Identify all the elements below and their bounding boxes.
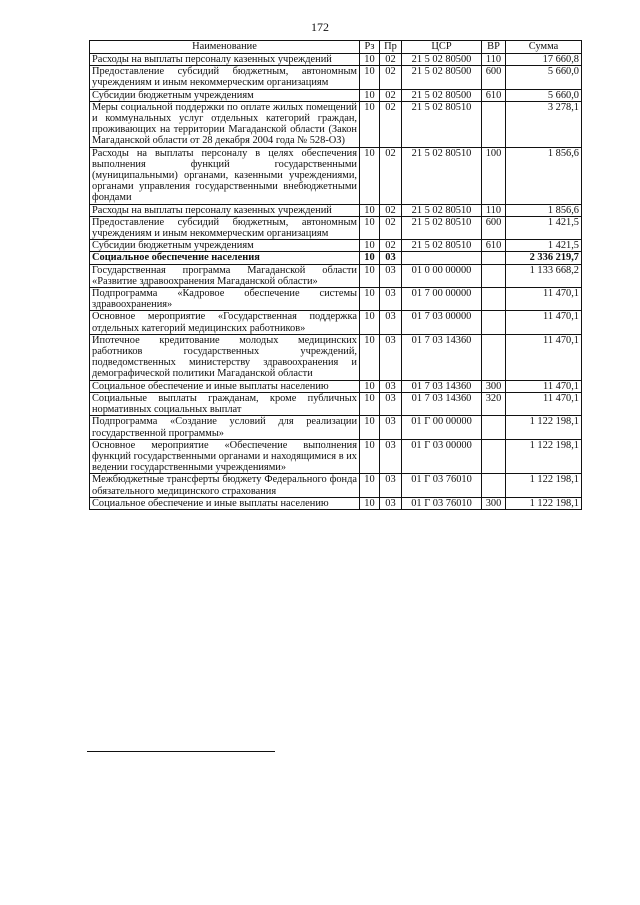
row-name: Государственная программа Магаданской области «Развитие здравоохранения Магаданской области» xyxy=(90,264,360,287)
row-rz: 10 xyxy=(360,288,380,311)
row-pr: 02 xyxy=(380,54,402,66)
row-sum: 11 470,1 xyxy=(506,380,582,392)
row-pr: 03 xyxy=(380,392,402,415)
table-row xyxy=(90,66,582,89)
header-rz: Рз xyxy=(360,41,380,54)
row-rz: 10 xyxy=(360,252,380,264)
row-csr: 21 5 02 80510 xyxy=(402,204,482,216)
row-rz: 10 xyxy=(360,392,380,415)
row-sum: 11 470,1 xyxy=(506,311,582,334)
row-csr: 21 5 02 80500 xyxy=(402,89,482,101)
row-pr: 02 xyxy=(380,204,402,216)
row-sum: 11 470,1 xyxy=(506,334,582,380)
row-csr: 21 5 02 80500 xyxy=(402,66,482,89)
row-csr: 01 7 03 14360 xyxy=(402,334,482,380)
row-sum: 1 856,6 xyxy=(506,147,582,204)
row-pr: 02 xyxy=(380,240,402,252)
row-sum: 1 421,5 xyxy=(506,216,582,239)
row-csr: 01 Г 03 76010 xyxy=(402,497,482,509)
row-csr: 01 7 00 00000 xyxy=(402,288,482,311)
row-name: Предоставление субсидий бюджетным, автономным учреждениям и иным некоммерческим организациям xyxy=(90,66,360,89)
row-csr: 01 0 00 00000 xyxy=(402,264,482,287)
row-rz: 10 xyxy=(360,334,380,380)
row-vr xyxy=(482,288,506,311)
row-name: Предоставление субсидий бюджетным, автономным учреждениям и иным некоммерческим организациям xyxy=(90,216,360,239)
row-pr: 03 xyxy=(380,439,402,474)
row-csr: 01 Г 00 00000 xyxy=(402,416,482,439)
row-name: Социальное обеспечение и иные выплаты населению xyxy=(90,497,360,509)
row-vr: 320 xyxy=(482,392,506,415)
row-rz: 10 xyxy=(360,240,380,252)
row-name: Меры социальной поддержки по оплате жилых помещений и коммунальных услуг отдельных категорий граждан, проживающих на территории Магаданской области (Закон Магаданской области от 28 декабря 2004 года № 528-ОЗ) xyxy=(90,101,360,147)
row-rz: 10 xyxy=(360,54,380,66)
row-name: Социальное обеспечение и иные выплаты населению xyxy=(90,380,360,392)
budget-table xyxy=(89,40,582,510)
row-name: Основное мероприятие «Обеспечение выполнения функций государственными органами и находящимися в их ведении государственными учреждениями» xyxy=(90,439,360,474)
header-pr: Пр xyxy=(380,41,402,54)
row-csr: 21 5 02 80510 xyxy=(402,216,482,239)
row-name: Основное мероприятие «Государственная поддержка отдельных категорий медицинских работников» xyxy=(90,311,360,334)
row-csr: 01 Г 03 76010 xyxy=(402,474,482,497)
table-row xyxy=(90,380,582,392)
row-vr xyxy=(482,416,506,439)
row-csr: 21 5 02 80500 xyxy=(402,54,482,66)
row-sum: 1 856,6 xyxy=(506,204,582,216)
row-name: Социальные выплаты гражданам, кроме публичных нормативных социальных выплат xyxy=(90,392,360,415)
row-pr: 03 xyxy=(380,416,402,439)
row-vr: 110 xyxy=(482,204,506,216)
table-row xyxy=(90,216,582,239)
row-rz: 10 xyxy=(360,66,380,89)
table-row xyxy=(90,497,582,509)
header-vr: ВР xyxy=(482,41,506,54)
row-rz: 10 xyxy=(360,497,380,509)
table-row xyxy=(90,264,582,287)
row-rz: 10 xyxy=(360,264,380,287)
row-csr: 01 7 03 14360 xyxy=(402,380,482,392)
table-row xyxy=(90,392,582,415)
row-rz: 10 xyxy=(360,101,380,147)
row-name: Подпрограмма «Кадровое обеспечение системы здравоохранения» xyxy=(90,288,360,311)
row-sum: 1 122 198,1 xyxy=(506,416,582,439)
row-name: Субсидии бюджетным учреждениям xyxy=(90,240,360,252)
row-csr: 21 5 02 80510 xyxy=(402,147,482,204)
table-row xyxy=(90,147,582,204)
row-vr xyxy=(482,311,506,334)
row-pr: 03 xyxy=(380,474,402,497)
row-vr xyxy=(482,101,506,147)
row-sum: 1 133 668,2 xyxy=(506,264,582,287)
row-pr: 02 xyxy=(380,101,402,147)
table-row xyxy=(90,240,582,252)
header-sum: Сумма xyxy=(506,41,582,54)
row-pr: 03 xyxy=(380,264,402,287)
row-sum: 1 122 198,1 xyxy=(506,439,582,474)
row-rz: 10 xyxy=(360,416,380,439)
row-sum: 1 421,5 xyxy=(506,240,582,252)
row-pr: 03 xyxy=(380,288,402,311)
row-rz: 10 xyxy=(360,216,380,239)
row-pr: 03 xyxy=(380,252,402,264)
row-pr: 03 xyxy=(380,380,402,392)
row-pr: 02 xyxy=(380,89,402,101)
row-vr: 600 xyxy=(482,216,506,239)
table-row xyxy=(90,439,582,474)
row-name: Межбюджетные трансферты бюджету Федерального фонда обязательного медицинского страхования xyxy=(90,474,360,497)
header-csr: ЦСР xyxy=(402,41,482,54)
row-sum: 3 278,1 xyxy=(506,101,582,147)
row-rz: 10 xyxy=(360,204,380,216)
row-rz: 10 xyxy=(360,147,380,204)
row-rz: 10 xyxy=(360,311,380,334)
row-name: Расходы на выплаты персоналу казенных учреждений xyxy=(90,54,360,66)
row-rz: 10 xyxy=(360,380,380,392)
header-name: Наименование xyxy=(90,41,360,54)
row-vr xyxy=(482,252,506,264)
row-rz: 10 xyxy=(360,89,380,101)
table-header-row xyxy=(90,41,582,54)
row-vr xyxy=(482,439,506,474)
table-row xyxy=(90,89,582,101)
row-csr xyxy=(402,252,482,264)
row-vr xyxy=(482,264,506,287)
row-vr: 300 xyxy=(482,380,506,392)
row-sum: 1 122 198,1 xyxy=(506,474,582,497)
row-name: Ипотечное кредитование молодых медицинских работников государственных учреждений, подведомственных министерству здравоохранения и демографической политики Магаданской области xyxy=(90,334,360,380)
row-pr: 02 xyxy=(380,216,402,239)
row-pr: 03 xyxy=(380,334,402,380)
row-sum: 2 336 219,7 xyxy=(506,252,582,264)
row-csr: 21 5 02 80510 xyxy=(402,240,482,252)
row-sum: 11 470,1 xyxy=(506,288,582,311)
row-name: Социальное обеспечение населения xyxy=(90,252,360,264)
row-rz: 10 xyxy=(360,439,380,474)
row-name: Подпрограмма «Создание условий для реализации государственной программы» xyxy=(90,416,360,439)
row-vr: 100 xyxy=(482,147,506,204)
row-csr: 01 Г 03 00000 xyxy=(402,439,482,474)
row-pr: 03 xyxy=(380,311,402,334)
table-row xyxy=(90,101,582,147)
table-row xyxy=(90,311,582,334)
row-sum: 17 660,8 xyxy=(506,54,582,66)
row-pr: 02 xyxy=(380,147,402,204)
row-vr: 600 xyxy=(482,66,506,89)
row-csr: 01 7 03 14360 xyxy=(402,392,482,415)
row-vr xyxy=(482,474,506,497)
row-name: Субсидии бюджетным учреждениям xyxy=(90,89,360,101)
table-row xyxy=(90,288,582,311)
row-vr: 610 xyxy=(482,240,506,252)
row-rz: 10 xyxy=(360,474,380,497)
page-number: 172 xyxy=(311,20,329,34)
row-vr: 110 xyxy=(482,54,506,66)
table-body xyxy=(90,54,582,510)
table-row xyxy=(90,252,582,264)
footer-rule xyxy=(87,751,275,752)
row-vr xyxy=(482,334,506,380)
row-csr: 01 7 03 00000 xyxy=(402,311,482,334)
row-vr: 610 xyxy=(482,89,506,101)
row-vr: 300 xyxy=(482,497,506,509)
row-pr: 02 xyxy=(380,66,402,89)
row-sum: 11 470,1 xyxy=(506,392,582,415)
table-row xyxy=(90,474,582,497)
row-sum: 5 660,0 xyxy=(506,66,582,89)
table-row xyxy=(90,334,582,380)
row-csr: 21 5 02 80510 xyxy=(402,101,482,147)
row-name: Расходы на выплаты персоналу в целях обеспечения выполнения функций государственными (муниципальными) органами, казенными учреждениями, органами управления государственными внебюджетными фондами xyxy=(90,147,360,204)
table-row xyxy=(90,204,582,216)
row-pr: 03 xyxy=(380,497,402,509)
row-sum: 1 122 198,1 xyxy=(506,497,582,509)
row-sum: 5 660,0 xyxy=(506,89,582,101)
row-name: Расходы на выплаты персоналу казенных учреждений xyxy=(90,204,360,216)
table-row xyxy=(90,416,582,439)
table-row xyxy=(90,54,582,66)
